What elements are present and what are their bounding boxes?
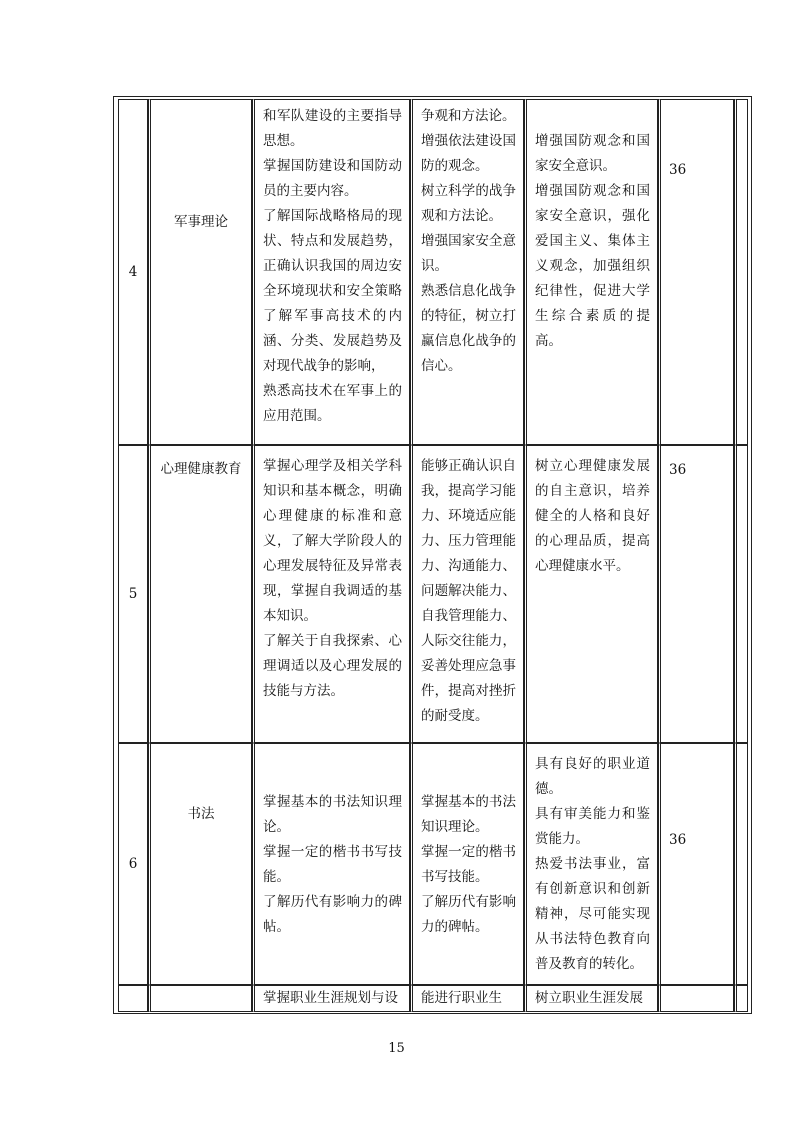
course-name-cell [148, 99, 252, 445]
quality-cell [524, 743, 658, 985]
course-name-cell [148, 743, 252, 985]
quality-cell [524, 445, 658, 743]
knowledge-paragraph: 掌握基本的书法知识理论。 [263, 794, 402, 835]
knowledge-paragraph: 了解关于自我探索、心理调适以及心理发展的技能与方法。 [263, 633, 402, 699]
course-name: 军事理论 [174, 214, 228, 230]
ability-paragraph: 能进行职业生 [421, 990, 502, 1006]
ability-cell [410, 445, 524, 743]
table-row [118, 445, 748, 743]
quality-paragraph: 热爱书法事业，富有创新意识和创新精神，尽可能实现从书法特色教育向普及教育的转化。 [535, 856, 650, 972]
ability-cell [410, 99, 524, 445]
row-number: 4 [118, 99, 148, 445]
spacer-cell [734, 743, 748, 985]
hours-cell [658, 99, 734, 445]
hours-cell [658, 445, 734, 743]
ability-paragraph: 掌握一定的楷书书写技能。 [421, 844, 516, 885]
table-row [118, 985, 748, 1012]
ability-paragraph: 能够正确认识自我，提高学习能力、环境适应能力、压力管理能力、沟通能力、问题解决能力、自我管理能力、人际交往能力，妥善处理应急事件，提高对挫折的耐受度。 [421, 458, 516, 724]
ability-paragraph: 树立科学的战争观和方法论。 [421, 183, 516, 224]
knowledge-paragraph: 掌握国防建设和国防动员的主要内容。 [263, 158, 402, 199]
course-table [118, 99, 748, 1012]
table-row [118, 99, 748, 445]
hours-value [661, 986, 733, 998]
spacer-cell [734, 99, 748, 445]
knowledge-paragraph: 掌握一定的楷书书写技能。 [263, 844, 402, 885]
ability-cell [410, 985, 524, 1012]
course-name-cell [148, 985, 252, 1012]
hours-cell [658, 743, 734, 985]
quality-paragraph: 具有审美能力和鉴赏能力。 [535, 806, 650, 847]
table-row [118, 743, 748, 985]
ability-cell [410, 743, 524, 985]
knowledge-paragraph: 和军队建设的主要指导思想。 [263, 108, 402, 149]
row-number: 6 [118, 743, 148, 985]
ability-paragraph: 增强依法建设国防的观念。 [421, 133, 516, 174]
knowledge-cell [252, 985, 410, 1012]
quality-paragraph: 树立职业生涯发展 [535, 990, 643, 1006]
course-name: 心理健康教育 [160, 461, 242, 477]
hours-value: 36 [669, 162, 687, 178]
quality-paragraph: 增强国防观念和国家安全意识，强化爱国主义、集体主义观念，加强组织纪律性，促进大学生综合素质的提高。 [535, 183, 650, 349]
ability-paragraph: 争观和方法论。 [421, 108, 516, 124]
page-number: 15 [388, 1041, 405, 1056]
knowledge-cell [252, 445, 410, 743]
row-number [118, 985, 148, 1012]
knowledge-cell [252, 99, 410, 445]
course-name: 书法 [187, 806, 215, 822]
hours-cell [658, 985, 734, 1012]
knowledge-paragraph: 掌握职业生涯规划与设 [263, 990, 398, 1006]
knowledge-cell [252, 743, 410, 985]
hours-value: 36 [669, 462, 687, 478]
ability-paragraph: 了解历代有影响力的碑帖。 [421, 894, 516, 935]
knowledge-paragraph: 了解国际战略格局的现状、特点和发展趋势，正确认识我国的周边安全环境现状和安全策略了解军事高技术的内涵、分类、发展趋势及对现代战争的影响， [263, 208, 402, 374]
ability-paragraph: 熟悉信息化战争的特征，树立打赢信息化战争的信心。 [421, 283, 516, 374]
hours-value: 36 [669, 832, 687, 848]
knowledge-paragraph: 了解历代有影响力的碑帖。 [263, 894, 402, 935]
ability-paragraph: 增强国家安全意识。 [421, 233, 516, 274]
row-number: 5 [118, 445, 148, 743]
quality-paragraph: 具有良好的职业道德。 [535, 756, 650, 797]
knowledge-paragraph: 熟悉高技术在军事上的应用范围。 [263, 383, 402, 424]
spacer-cell [734, 445, 748, 743]
ability-paragraph: 掌握基本的书法知识理论。 [421, 794, 516, 835]
knowledge-paragraph: 掌握心理学及相关学科知识和基本概念，明确心理健康的标准和意义，了解大学阶段人的心理发展特征及异常表现，掌握自我调适的基本知识。 [263, 458, 402, 624]
quality-paragraph: 树立心理健康发展的自主意识，培养健全的人格和良好的心理品质，提高心理健康水平。 [535, 458, 650, 574]
spacer-cell [734, 985, 748, 1012]
quality-cell [524, 99, 658, 445]
quality-paragraph: 增强国防观念和国家安全意识。 [535, 133, 650, 174]
course-name-cell [148, 445, 252, 743]
quality-cell [524, 985, 658, 1012]
